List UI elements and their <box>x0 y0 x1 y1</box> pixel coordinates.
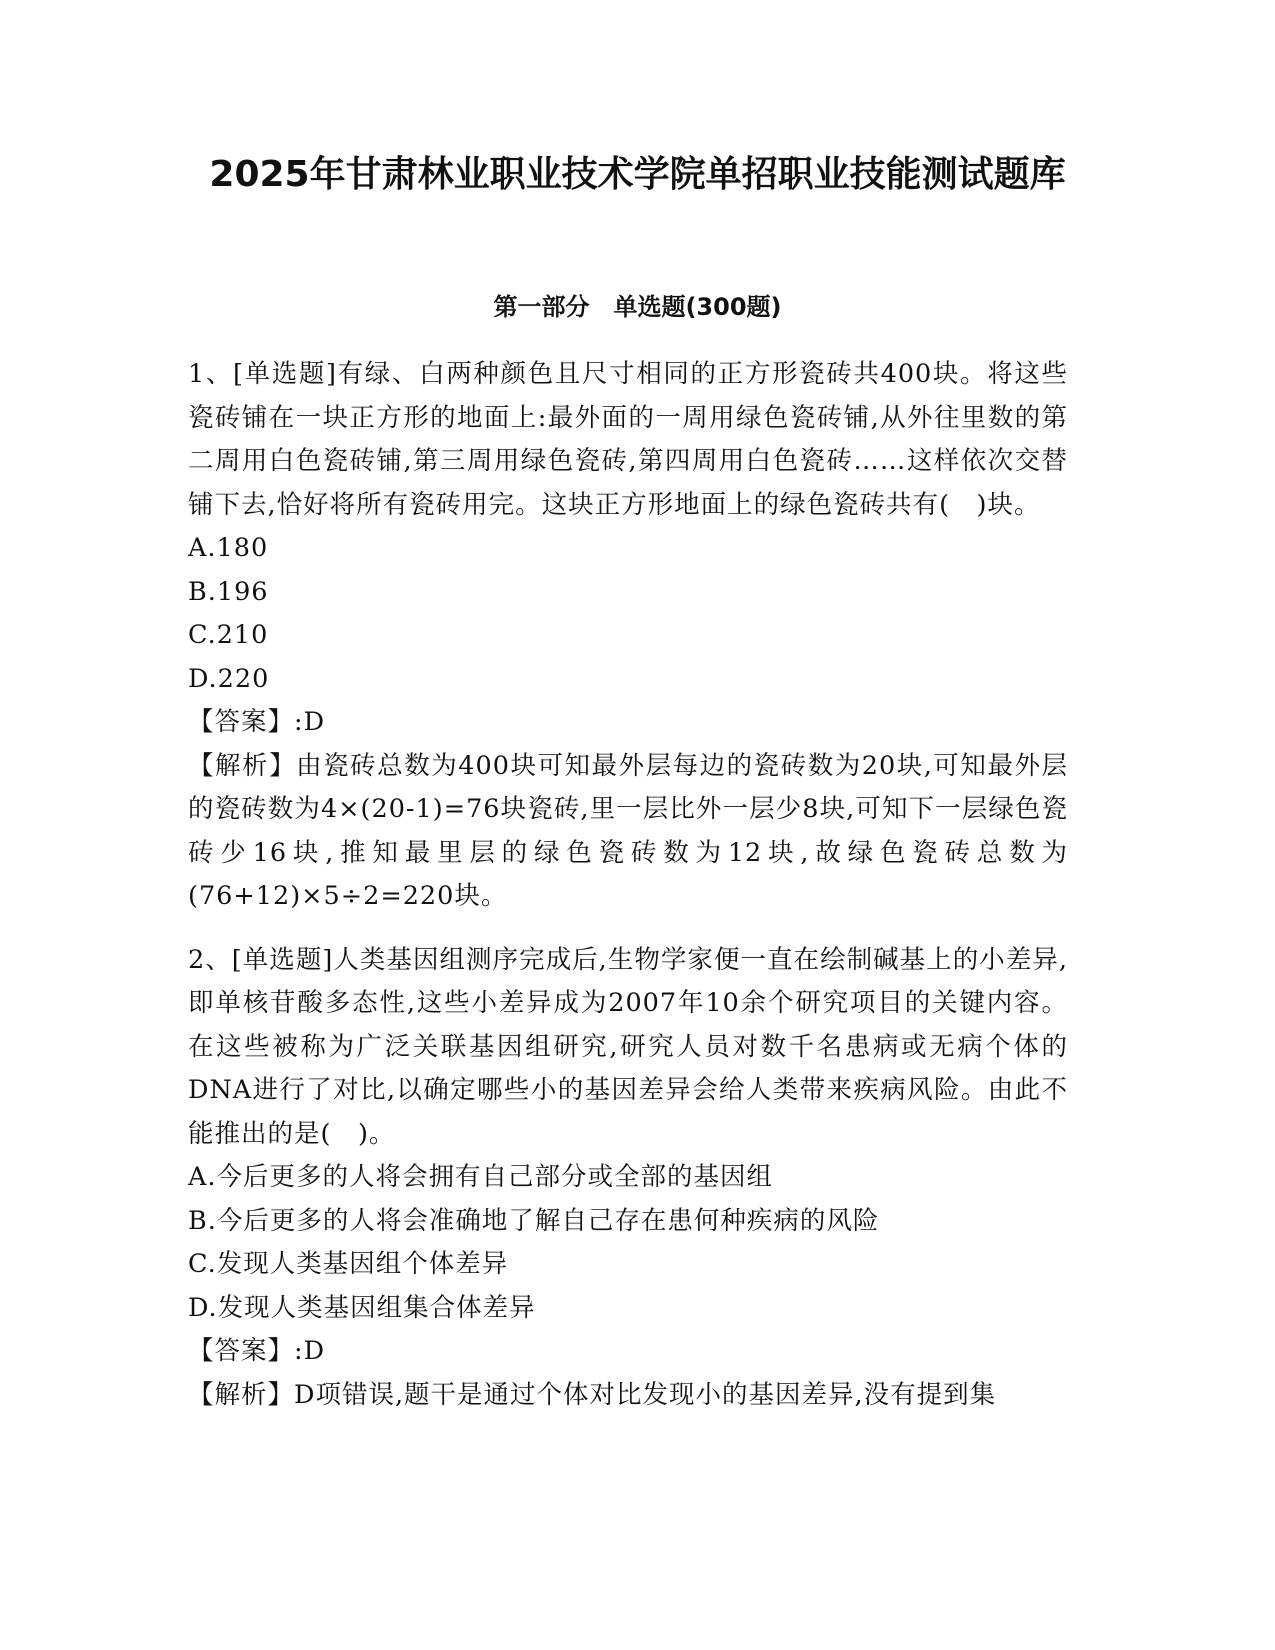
question-stem: 2、[单选题]人类基因组测序完成后,生物学家便一直在绘制碱基上的小差异,即单核苷酸多态性,这些小差异成为2007年10余个研究项目的关键内容。在这些被称为广泛关联基因组研究,研究人员对数千名患病或无病个体的DNA进行了对比,以确定哪些小的基因差异会给人类带来疾病风险。由此不能推出的是( )。 <box>188 944 1068 1149</box>
question-list <box>188 353 1068 1437</box>
document-title: 2025年甘肃林业职业技术学院单招职业技能测试题库 <box>209 154 1066 195</box>
option-c: C.发现人类基因组个体差异 <box>188 1249 509 1279</box>
answer: 【答案】:D <box>188 707 326 737</box>
analysis: 【解析】由瓷砖总数为400块可知最外层每边的瓷砖数为20块,可知最外层的瓷砖数为4×(20-1)=76块瓷砖,里一层比外一层少8块,可知下一层绿色瓷砖少16块,推知最里层的绿色瓷砖数为12块,故绿色瓷砖总数为(76+12)×5÷2=220块。 <box>188 750 1068 911</box>
option-d: D.220 <box>188 663 270 694</box>
option-c: C.210 <box>188 620 269 650</box>
question-1 <box>188 353 1068 919</box>
option-b: B.今后更多的人将会准确地了解自己存在患何种疾病的风险 <box>188 1205 880 1236</box>
option-a: A.今后更多的人将会拥有自己部分或全部的基因组 <box>188 1162 774 1192</box>
question-stem: 1、[单选题]有绿、白两种颜色且尺寸相同的正方形瓷砖共400块。将这些瓷砖铺在一块正方形的地面上:最外面的一周用绿色瓷砖铺,从外往里数的第二周用白色瓷砖铺,第三周用绿色瓷砖,第四周用白色瓷砖……这样依次交替铺下去,恰好将所有瓷砖用完。这块正方形地面上的绿色瓷砖共有( )块。 <box>188 359 1068 520</box>
answer: 【答案】:D <box>188 1336 326 1366</box>
section-title: 第一部分 单选题(300题) <box>493 293 782 321</box>
option-b: B.196 <box>188 576 269 607</box>
analysis: 【解析】D项错误,题干是通过个体对比发现小的基因差异,没有提到集 <box>188 1379 997 1410</box>
option-a: A.180 <box>188 533 269 563</box>
question-2 <box>188 939 1068 1418</box>
option-d: D.发现人类基因组集合体差异 <box>188 1292 536 1323</box>
